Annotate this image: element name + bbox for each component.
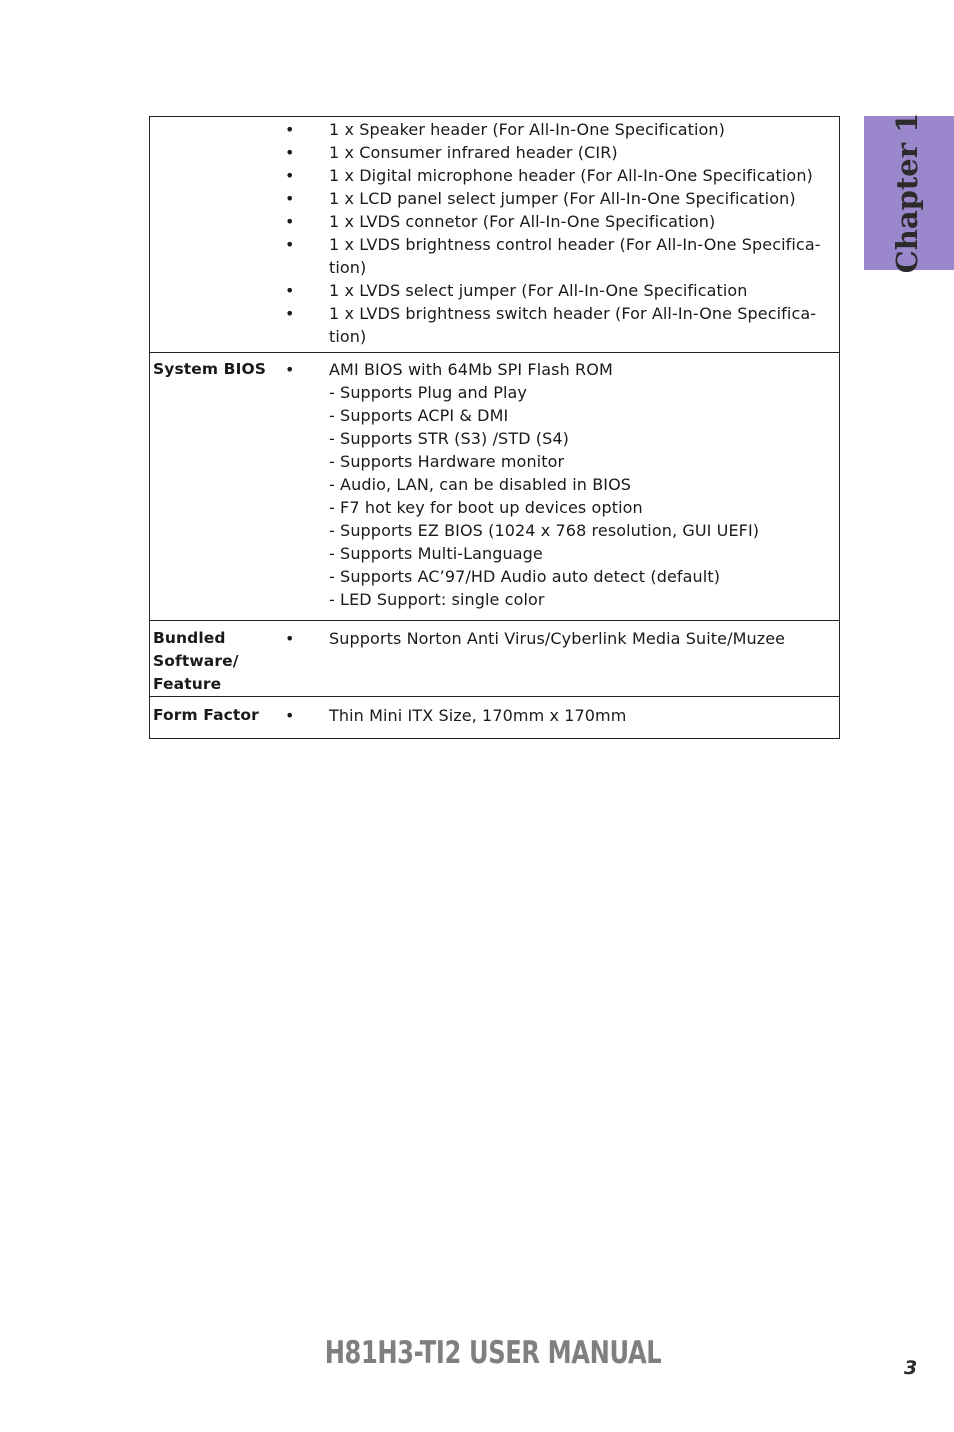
bullet: • bbox=[285, 189, 295, 208]
row-content bbox=[285, 353, 840, 621]
table-row-system-bios bbox=[149, 353, 840, 621]
sub-line: - F7 hot key for boot up devices option bbox=[329, 498, 643, 517]
list-item: • 1 x Speaker header (For All-In-One Specification) bbox=[285, 120, 725, 139]
spec-table bbox=[149, 116, 840, 738]
table-row-io-headers bbox=[149, 116, 840, 353]
row-content bbox=[285, 621, 840, 697]
row-label-system-bios: System BIOS bbox=[153, 360, 266, 378]
bullet: • bbox=[285, 706, 295, 725]
bullet: • bbox=[285, 120, 295, 139]
sub-line: - Supports STR (S3) /STD (S4) bbox=[329, 429, 570, 448]
footer-manual-title: H81H3-TI2 USER MANUAL bbox=[324, 1335, 662, 1371]
list-item: • 1 x LVDS brightness control header (For All-In-One Specifica- tion) bbox=[285, 235, 821, 277]
list-item: • 1 x LVDS select jumper (For All-In-One Specification bbox=[285, 281, 748, 300]
row-content bbox=[285, 116, 840, 353]
sub-line: - Supports EZ BIOS (1024 x 768 resolution, GUI UEFI) bbox=[329, 521, 760, 540]
sub-line: - Supports Plug and Play bbox=[329, 383, 527, 402]
table-row-form-factor bbox=[149, 697, 840, 739]
bullet: • bbox=[285, 281, 295, 300]
sub-line: - Supports AC’97/HD Audio auto detect (default) bbox=[329, 567, 721, 586]
row-content bbox=[285, 697, 840, 739]
row-label-form-factor: Form Factor bbox=[153, 706, 259, 724]
list-item: • 1 x Consumer infrared header (CIR) bbox=[285, 143, 618, 162]
bullet: • bbox=[285, 360, 295, 379]
list-item: • Supports Norton Anti Virus/Cyberlink Media Suite/Muzee bbox=[285, 629, 786, 648]
sub-line: - Audio, LAN, can be disabled in BIOS bbox=[329, 475, 632, 494]
bullet: • bbox=[285, 235, 295, 254]
page-number: 3 bbox=[904, 1357, 918, 1379]
bullet: • bbox=[285, 304, 295, 323]
table-row-bundled-software bbox=[149, 621, 840, 697]
sub-line: - LED Support: single color bbox=[329, 590, 545, 609]
bullet: • bbox=[285, 629, 295, 648]
list-item: • 1 x LCD panel select jumper (For All-In-One Specification) bbox=[285, 189, 796, 208]
sub-line: - Supports Multi-Language bbox=[329, 544, 543, 563]
list-item: • 1 x LVDS connetor (For All-In-One Specification) bbox=[285, 212, 716, 231]
bullet: • bbox=[285, 212, 295, 231]
list-item: • 1 x Digital microphone header (For All-In-One Specification) bbox=[285, 166, 813, 185]
chapter-label: Chapter 1 bbox=[890, 112, 924, 274]
list-item: • Thin Mini ITX Size, 170mm x 170mm bbox=[285, 706, 627, 725]
bullet: • bbox=[285, 143, 295, 162]
list-item: • AMI BIOS with 64Mb SPI Flash ROM bbox=[285, 360, 613, 379]
sub-line: - Supports Hardware monitor bbox=[329, 452, 565, 471]
list-item: • 1 x LVDS brightness switch header (For All-In-One Specifica- tion) bbox=[285, 304, 817, 346]
row-label bbox=[149, 116, 285, 353]
row-label-bundled-software: Bundled Software/ Feature bbox=[153, 629, 239, 693]
bullet: • bbox=[285, 166, 295, 185]
sub-line: - Supports ACPI & DMI bbox=[329, 406, 509, 425]
